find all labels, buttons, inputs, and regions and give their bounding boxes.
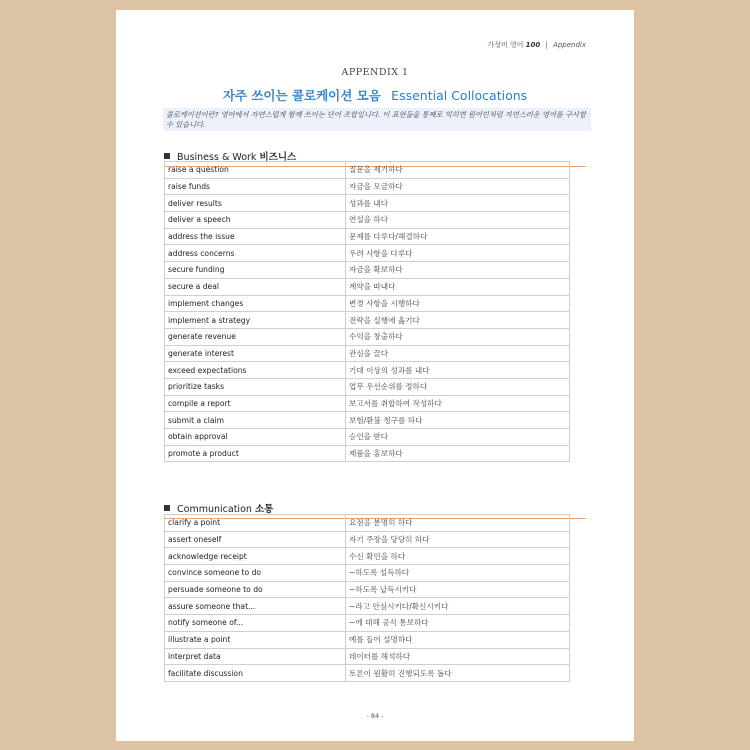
- section-heading-korean: 비즈니스: [259, 152, 297, 163]
- table-row: [165, 195, 570, 212]
- square-bullet-icon: [164, 505, 170, 511]
- collocation-english: deliver a speech: [165, 212, 346, 229]
- table-row: [165, 648, 570, 665]
- collocation-english: exceed expectations: [165, 362, 346, 379]
- table-row: [165, 162, 570, 179]
- collocation-korean: 보험/환불 청구를 하다: [346, 412, 570, 429]
- table-row: [165, 262, 570, 279]
- collocation-english: address concerns: [165, 245, 346, 262]
- page-title: [116, 86, 634, 104]
- collocation-korean: 관심을 끌다: [346, 345, 570, 362]
- collocation-english: raise funds: [165, 178, 346, 195]
- table-row: [165, 631, 570, 648]
- collocation-table-business: [164, 161, 570, 462]
- collocation-table-communication: [164, 514, 570, 682]
- collocation-english: facilitate discussion: [165, 665, 346, 682]
- section-heading-korean: 소통: [254, 504, 274, 515]
- collocation-korean: 변경 사항을 시행하다: [346, 295, 570, 312]
- header-separator: |: [545, 41, 548, 49]
- collocation-korean: 문제를 다루다/해결하다: [346, 228, 570, 245]
- header-section: Appendix: [553, 41, 586, 49]
- collocation-korean: ~하도록 납득시키다: [346, 581, 570, 598]
- table-row: [165, 228, 570, 245]
- collocation-english: acknowledge receipt: [165, 548, 346, 565]
- page-title-english: Essential Collocations: [391, 88, 528, 103]
- table-row: [165, 395, 570, 412]
- collocation-english: convince someone to do: [165, 565, 346, 582]
- table-row: [165, 548, 570, 565]
- table-row: [165, 515, 570, 532]
- header-book-number: 100: [525, 41, 541, 49]
- collocation-english: deliver results: [165, 195, 346, 212]
- collocation-english: clarify a point: [165, 515, 346, 532]
- running-header: [487, 40, 586, 50]
- collocation-korean: 요점을 분명히 하다: [346, 515, 570, 532]
- collocation-english: obtain approval: [165, 429, 346, 446]
- collocation-korean: 우려 사항을 다루다: [346, 245, 570, 262]
- collocation-english: prioritize tasks: [165, 378, 346, 395]
- section-heading-english: Business & Work: [177, 152, 257, 163]
- table-row: [165, 665, 570, 682]
- section-heading-english: Communication: [177, 504, 252, 515]
- collocation-english: promote a product: [165, 445, 346, 462]
- collocation-english: persuade someone to do: [165, 581, 346, 598]
- collocation-korean: 수익을 창출하다: [346, 328, 570, 345]
- collocation-english: assert oneself: [165, 531, 346, 548]
- collocation-english: generate interest: [165, 345, 346, 362]
- collocation-korean: 승인을 받다: [346, 429, 570, 446]
- collocation-english: implement changes: [165, 295, 346, 312]
- table-row: [165, 615, 570, 632]
- collocation-korean: 업무 우선순위를 정하다: [346, 378, 570, 395]
- collocation-english: generate revenue: [165, 328, 346, 345]
- collocation-korean: ~하도록 설득하다: [346, 565, 570, 582]
- table-row: [165, 212, 570, 229]
- collocation-english: submit a claim: [165, 412, 346, 429]
- collocation-korean: 수신 확인을 하다: [346, 548, 570, 565]
- collocation-korean: 기대 이상의 성과를 내다: [346, 362, 570, 379]
- collocation-english: address the issue: [165, 228, 346, 245]
- collocation-korean: 전략을 실행에 옮기다: [346, 312, 570, 329]
- table-row: [165, 278, 570, 295]
- collocation-english: interpret data: [165, 648, 346, 665]
- collocation-english: secure a deal: [165, 278, 346, 295]
- collocation-korean: 데이터를 해석하다: [346, 648, 570, 665]
- collocation-korean: 연설을 하다: [346, 212, 570, 229]
- table-row: [165, 245, 570, 262]
- collocation-english: assure someone that...: [165, 598, 346, 615]
- table-row: [165, 531, 570, 548]
- table-row: [165, 412, 570, 429]
- collocation-korean: 예를 들어 설명하다: [346, 631, 570, 648]
- collocation-korean: 자금을 확보하다: [346, 262, 570, 279]
- collocation-korean: 성과를 내다: [346, 195, 570, 212]
- collocation-korean: 제품을 홍보하다: [346, 445, 570, 462]
- table-row: [165, 445, 570, 462]
- table-row: [165, 178, 570, 195]
- table-row: [165, 378, 570, 395]
- table-row: [165, 312, 570, 329]
- table-row: [165, 429, 570, 446]
- table-row: [165, 362, 570, 379]
- collocation-english: notify someone of...: [165, 615, 346, 632]
- table-row: [165, 345, 570, 362]
- collocation-korean: 계약을 따내다: [346, 278, 570, 295]
- collocation-korean: 자금을 모금하다: [346, 178, 570, 195]
- intro-text: 콜로케이션이란? 영어에서 자연스럽게 함께 쓰이는 단어 조합입니다. 이 표현들을 통째로 익히면 원어민처럼 자연스러운 영어를 구사할 수 있습니다.: [163, 108, 591, 131]
- collocation-korean: 보고서를 취합하여 작성하다: [346, 395, 570, 412]
- document-page: [116, 10, 634, 741]
- collocation-korean: 자기 주장을 당당히 하다: [346, 531, 570, 548]
- table-row: [165, 328, 570, 345]
- collocation-korean: ~라고 안심시키다/확신시키다: [346, 598, 570, 615]
- header-book-title: 가성비 영어: [487, 41, 524, 49]
- table-row: [165, 581, 570, 598]
- collocation-english: implement a strategy: [165, 312, 346, 329]
- page-number: - 84 -: [366, 712, 384, 720]
- square-bullet-icon: [164, 153, 170, 159]
- page-title-korean: 자주 쓰이는 콜로케이션 모음: [222, 88, 381, 103]
- table-row: [165, 295, 570, 312]
- collocation-korean: 토론이 원활히 진행되도록 돕다: [346, 665, 570, 682]
- collocation-english: raise a question: [165, 162, 346, 179]
- appendix-label: APPENDIX 1: [341, 67, 409, 78]
- collocation-korean: ~에 대해 공식 통보하다: [346, 615, 570, 632]
- table-row: [165, 565, 570, 582]
- collocation-korean: 질문을 제기하다: [346, 162, 570, 179]
- collocation-english: compile a report: [165, 395, 346, 412]
- table-row: [165, 598, 570, 615]
- collocation-english: illustrate a point: [165, 631, 346, 648]
- collocation-english: secure funding: [165, 262, 346, 279]
